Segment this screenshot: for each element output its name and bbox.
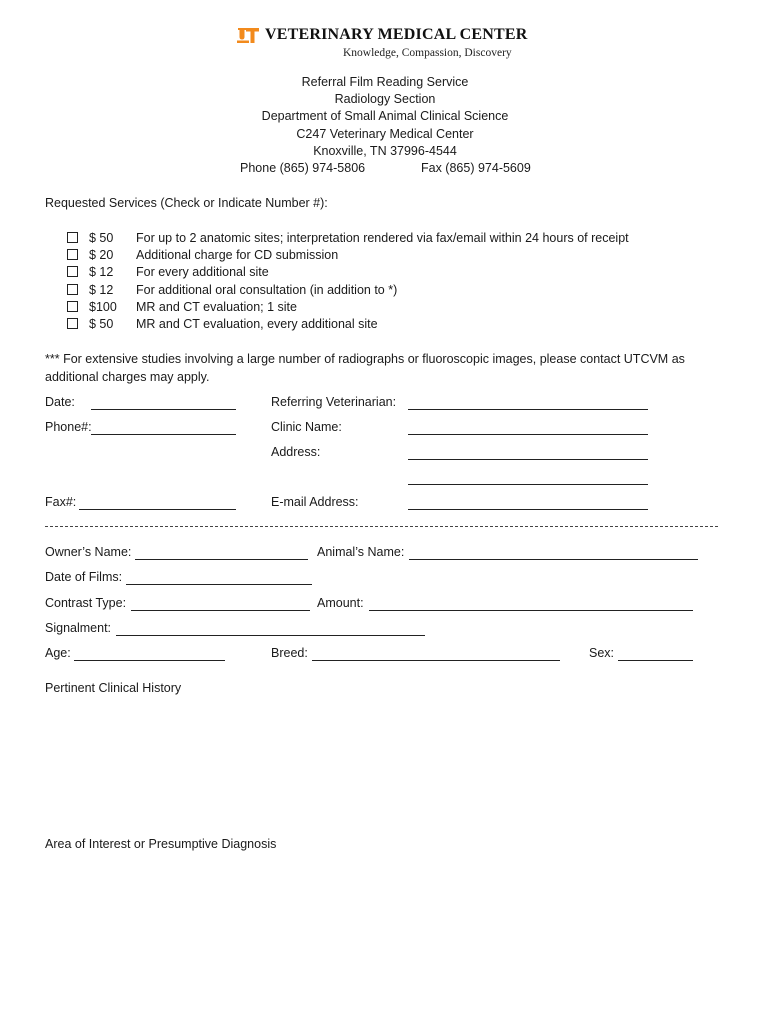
address-label: Address: <box>271 445 321 459</box>
animal-name-label: Animal’s Name: <box>317 545 405 559</box>
date-label: Date: <box>45 395 75 409</box>
signalment-label: Signalment: <box>45 621 112 635</box>
sex-label: Sex: <box>589 646 615 660</box>
service-price: $ 20 <box>89 248 114 262</box>
clinic-name-field[interactable] <box>408 434 648 435</box>
service-price: $100 <box>89 300 117 314</box>
header-line: Department of Small Animal Clinical Science <box>261 109 509 123</box>
service-price: $ 12 <box>89 265 114 279</box>
email-field[interactable] <box>408 509 648 510</box>
clinical-history-area[interactable] <box>45 700 725 825</box>
contrast-type-label: Contrast Type: <box>45 596 127 610</box>
service-checkbox[interactable] <box>67 284 78 295</box>
service-description: For additional oral consultation (in addition to *) <box>136 283 398 297</box>
area-of-interest-label: Area of Interest or Presumptive Diagnosis <box>45 837 277 851</box>
age-label: Age: <box>45 646 71 660</box>
service-description: Additional charge for CD submission <box>136 248 339 262</box>
services-heading: Requested Services (Check or Indicate Number #): <box>45 196 328 210</box>
date-of-films-field[interactable] <box>126 584 312 585</box>
ut-logo-icon <box>237 28 261 43</box>
clinical-history-label: Pertinent Clinical History <box>45 681 182 695</box>
service-checkbox[interactable] <box>67 249 78 260</box>
org-name: VETERINARY MEDICAL CENTER <box>265 26 528 43</box>
extensive-studies-note: additional charges may apply. <box>45 370 210 384</box>
service-checkbox[interactable] <box>67 232 78 243</box>
service-checkbox[interactable] <box>67 266 78 277</box>
service-price: $ 50 <box>89 231 114 245</box>
phone-number: Phone (865) 974-5806 <box>240 161 366 175</box>
email-label: E-mail Address: <box>271 495 359 509</box>
header-line: Radiology Section <box>334 92 436 106</box>
owner-name-label: Owner’s Name: <box>45 545 132 559</box>
service-checkbox[interactable] <box>67 301 78 312</box>
header-line: C247 Veterinary Medical Center <box>296 127 474 141</box>
service-price: $ 50 <box>89 317 114 331</box>
tagline: Knowledge, Compassion, Discovery <box>343 47 512 59</box>
referring-vet-label: Referring Veterinarian: <box>271 395 397 409</box>
sex-field[interactable] <box>618 660 693 661</box>
phone-label: Phone#: <box>45 420 92 434</box>
service-description: MR and CT evaluation, every additional site <box>136 317 378 331</box>
address-field-line2[interactable] <box>408 484 648 485</box>
fax-field[interactable] <box>79 509 236 510</box>
breed-label: Breed: <box>271 646 308 660</box>
signalment-field[interactable] <box>116 635 425 636</box>
date-of-films-label: Date of Films: <box>45 570 123 584</box>
area-of-interest-area[interactable] <box>45 856 725 996</box>
amount-field[interactable] <box>369 610 693 611</box>
phone-field[interactable] <box>91 434 236 435</box>
contrast-type-field[interactable] <box>131 610 310 611</box>
service-checkbox[interactable] <box>67 318 78 329</box>
animal-name-field[interactable] <box>409 559 698 560</box>
section-divider <box>45 526 718 527</box>
breed-field[interactable] <box>312 660 560 661</box>
clinic-name-label: Clinic Name: <box>271 420 342 434</box>
extensive-studies-note: *** For extensive studies involving a large number of radiographs or fluoroscopic images, please contact UTCVM as <box>45 352 685 366</box>
header-line: Referral Film Reading Service <box>301 75 469 89</box>
fax-number: Fax (865) 974-5609 <box>421 161 531 175</box>
service-description: MR and CT evaluation; 1 site <box>136 300 297 314</box>
fax-label: Fax#: <box>45 495 77 509</box>
service-description: For up to 2 anatomic sites; interpretation rendered via fax/email within 24 hours of receipt <box>136 231 629 245</box>
age-field[interactable] <box>74 660 225 661</box>
service-price: $ 12 <box>89 283 114 297</box>
header-line: Knoxville, TN 37996-4544 <box>313 144 457 158</box>
owner-name-field[interactable] <box>135 559 308 560</box>
logo <box>237 26 528 44</box>
amount-label: Amount: <box>317 596 364 610</box>
service-description: For every additional site <box>136 265 269 279</box>
address-field[interactable] <box>408 459 648 460</box>
date-field[interactable] <box>91 409 236 410</box>
referring-vet-field[interactable] <box>408 409 648 410</box>
